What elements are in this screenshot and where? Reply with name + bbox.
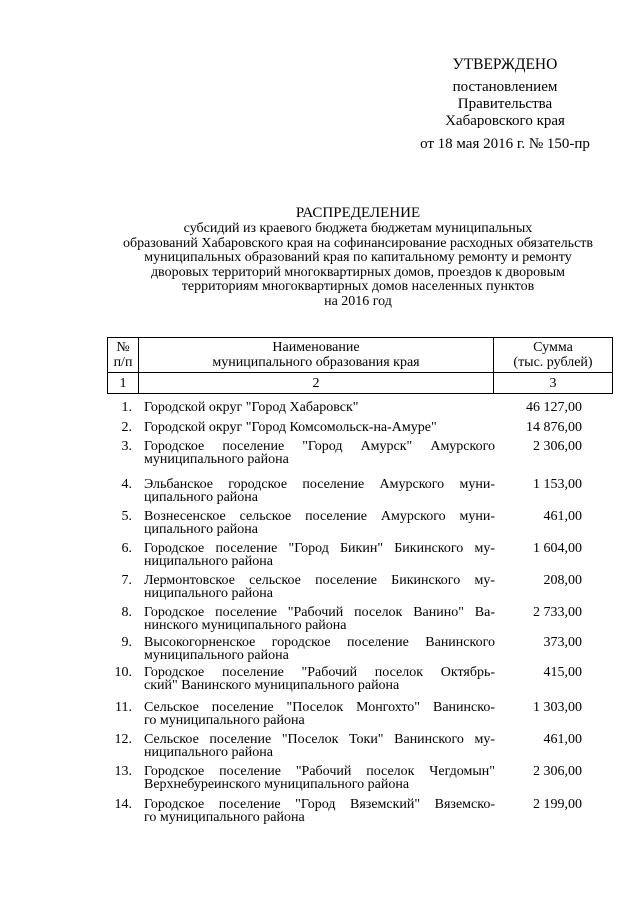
- row-amount: 2 199,00: [533, 797, 582, 812]
- table-row: [107, 701, 612, 733]
- row-name-line: Лермонтовское сельское поселение Бикинского му-: [144, 573, 495, 588]
- row-name: [144, 574, 495, 600]
- row-name-line: Городское поселение "Город Амурск" Амурского: [144, 439, 495, 454]
- table-row: [107, 574, 612, 606]
- row-number: 8.: [121, 605, 132, 620]
- table-row: [107, 542, 612, 574]
- row-name-line: ниципального района: [144, 745, 273, 760]
- row-name-line: Сельское поселение "Поселок Монгохто" Ванинско-: [144, 700, 495, 715]
- row-name-line: Высокогорненское городское поселение Ванинского: [144, 635, 495, 650]
- approval-block: [400, 56, 610, 153]
- row-name-line: муниципального района: [144, 452, 289, 467]
- header-num-line: п/п: [113, 355, 133, 370]
- row-name-line: Вознесенское сельское поселение Амурского муни-: [144, 509, 495, 524]
- row-amount: 2 306,00: [533, 764, 582, 779]
- row-name-line: Эльбанское городское поселение Амурского муни-: [144, 477, 495, 492]
- row-amount: 14 876,00: [526, 420, 582, 435]
- row-name: [144, 666, 495, 692]
- column-number: 1: [108, 373, 139, 394]
- table-row: [107, 798, 612, 828]
- approval-heading: УТВЕРЖДЕНО: [452, 56, 558, 73]
- table-row: [107, 440, 612, 478]
- row-name-line: Городское поселение "Город Бикин" Бикинского му-: [144, 541, 495, 556]
- row-name-line: ский" Ванинского муниципального района: [144, 678, 400, 693]
- document-title: РАСПРЕДЕЛЕНИЕ: [295, 205, 421, 221]
- table-row: [107, 510, 612, 542]
- table-row: [107, 606, 612, 636]
- header-amount: [494, 338, 613, 373]
- row-number: 2.: [121, 420, 132, 435]
- row-amount: 2 733,00: [533, 605, 582, 620]
- subtitle-line: субсидий из краевого бюджета бюджетам муниципальных: [183, 221, 533, 236]
- row-name: [144, 765, 495, 791]
- subtitle-line: муниципальных образований края по капитальному ремонту и ремонту: [144, 250, 572, 265]
- header-name: [139, 338, 494, 373]
- row-name: [144, 510, 495, 536]
- row-name-line: ниципального района: [144, 554, 273, 569]
- approval-line-2: Правительства: [457, 96, 553, 112]
- row-name: [144, 542, 495, 568]
- header-num-line: №: [116, 340, 130, 355]
- table-body: [107, 401, 612, 828]
- document-subtitle: [96, 222, 620, 309]
- header-num: [108, 338, 139, 373]
- row-name-line: Городской округ "Город Хабаровск": [144, 400, 359, 415]
- row-amount: 373,00: [543, 635, 582, 650]
- row-name-line: Городское поселение "Рабочий поселок Ванино" Ва-: [144, 605, 495, 620]
- column-number: 2: [139, 373, 494, 394]
- subtitle-line: территориям многоквартирных домов населенных пунктов: [181, 279, 535, 294]
- row-number: 4.: [121, 477, 132, 492]
- row-name-line: Городское поселение "Рабочий поселок Октябрь-: [144, 665, 495, 680]
- row-name: [144, 798, 495, 824]
- approval-line-3: Хабаровского края: [445, 113, 565, 129]
- row-number: 10.: [114, 665, 132, 680]
- approval-line-1: постановлением: [452, 79, 558, 95]
- row-number: 13.: [114, 764, 132, 779]
- row-amount: 1 153,00: [533, 477, 582, 492]
- header-name-line: муниципального образования края: [212, 355, 420, 370]
- row-amount: 415,00: [543, 665, 582, 680]
- header-amount-line: Сумма: [533, 340, 573, 355]
- row-name-line: го муниципального района: [144, 713, 305, 728]
- row-amount: 461,00: [543, 732, 582, 747]
- row-name: [144, 606, 495, 632]
- row-name: [144, 440, 495, 466]
- table-row: [107, 666, 612, 701]
- table-row: [107, 733, 612, 765]
- table-row: [107, 401, 612, 421]
- row-number: 11.: [115, 700, 132, 715]
- row-amount: 2 306,00: [533, 439, 582, 454]
- row-amount: 1 303,00: [533, 700, 582, 715]
- subtitle-line: на 2016 год: [324, 293, 392, 309]
- row-name-line: муниципального района: [144, 648, 289, 663]
- approval-date: от 18 мая 2016 г. № 150-пр: [420, 136, 590, 152]
- row-number: 6.: [121, 541, 132, 556]
- table-row: [107, 478, 612, 510]
- row-number: 7.: [121, 573, 132, 588]
- subtitle-line: образований Хабаровского края на софинансирование расходных обязательств: [122, 235, 594, 251]
- row-name-line: ципального района: [144, 490, 258, 505]
- row-name: [144, 421, 495, 434]
- row-name-line: Городское поселение "Город Вяземский" Вяземско-: [144, 797, 495, 812]
- row-amount: 461,00: [543, 509, 582, 524]
- table-header: [107, 337, 613, 394]
- row-name: [144, 401, 495, 414]
- row-number: 9.: [121, 635, 132, 650]
- row-number: 1.: [121, 400, 132, 415]
- row-amount: 1 604,00: [533, 541, 582, 556]
- row-name-line: го муниципального района: [144, 810, 305, 825]
- table-row: [107, 765, 612, 798]
- row-amount: 46 127,00: [526, 400, 582, 415]
- row-name-line: Верхнебуреинского муниципального района: [144, 777, 410, 792]
- header-name-line: Наименование: [272, 340, 360, 355]
- row-name-line: Сельское поселение "Поселок Токи" Ванинского му-: [144, 732, 495, 747]
- row-name: [144, 636, 495, 662]
- row-name-line: ципального района: [144, 522, 258, 537]
- row-number: 5.: [121, 509, 132, 524]
- row-name-line: ниципального района: [144, 586, 273, 601]
- row-name: [144, 478, 495, 504]
- subtitle-line: дворовых территорий многоквартирных домов, проездов к дворовым: [150, 264, 566, 280]
- row-name-line: Городское поселение "Рабочий поселок Чегдомын": [144, 764, 495, 779]
- row-name: [144, 733, 495, 759]
- table-row: [107, 636, 612, 666]
- row-name-line: Городской округ "Город Комсомольск-на-Амуре": [144, 420, 437, 435]
- row-number: 14.: [114, 797, 132, 812]
- row-number: 12.: [114, 732, 132, 747]
- row-name-line: нинского муниципального района: [144, 618, 347, 633]
- column-number: 3: [494, 373, 613, 394]
- row-number: 3.: [121, 439, 132, 454]
- table-row: [107, 421, 612, 440]
- row-name: [144, 701, 495, 727]
- header-amount-line: (тыс. рублей): [513, 355, 593, 370]
- row-amount: 208,00: [543, 573, 582, 588]
